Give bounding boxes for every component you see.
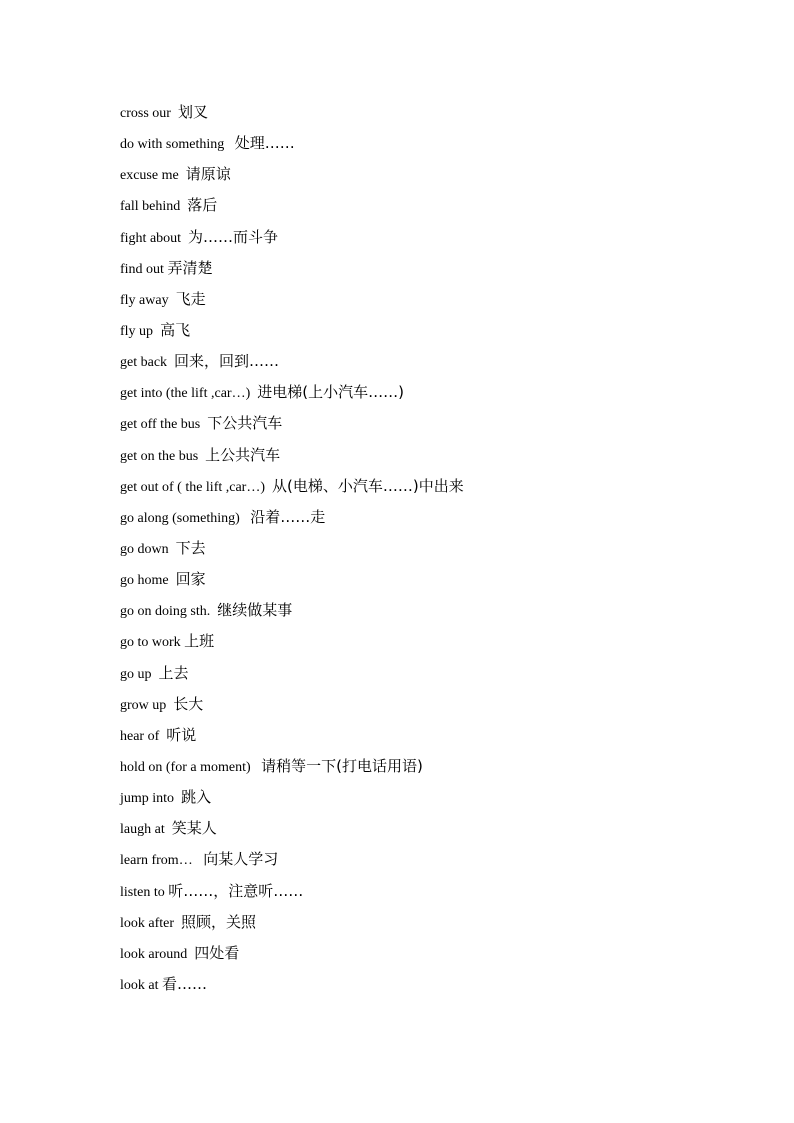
phrase-english: get into (the lift ,car…) — [120, 386, 251, 402]
phrase-item — [120, 444, 464, 475]
phrase-english: look after — [120, 915, 175, 931]
phrase-chinese: 向某人学习 — [203, 850, 279, 869]
phrase-chinese: 继续做某事 — [217, 601, 293, 620]
phrase-item — [120, 973, 464, 1004]
phrase-chinese: 看…… — [162, 974, 208, 993]
phrase-english: fly away — [120, 292, 169, 308]
phrase-english: listen to — [120, 884, 165, 900]
phrase-chinese: 请稍等一下(打电话用语) — [261, 756, 423, 775]
phrase-english: hear of — [120, 728, 160, 744]
phrase-item — [120, 101, 464, 132]
phrase-chinese: 沿着……走 — [250, 507, 326, 526]
phrase-chinese: 进电梯(上小汽车……) — [257, 383, 404, 402]
phrase-item — [120, 848, 464, 879]
phrase-english: get out of ( the lift ,car…) — [120, 479, 266, 495]
phrase-chinese: 弄清楚 — [167, 258, 213, 277]
phrase-chinese: 听……，注意听…… — [168, 881, 304, 900]
phrase-item — [120, 630, 464, 661]
phrase-chinese: 回家 — [175, 570, 206, 589]
phrase-item — [120, 880, 464, 911]
phrase-item — [120, 163, 464, 194]
phrase-chinese: 照顾，关照 — [181, 912, 257, 931]
phrase-item — [120, 537, 464, 568]
phrase-item — [120, 911, 464, 942]
phrase-item — [120, 288, 464, 319]
phrase-english: go down — [120, 541, 169, 557]
phrase-item — [120, 412, 464, 443]
phrase-english: cross our — [120, 106, 171, 121]
phrase-item — [120, 381, 464, 412]
phrase-item — [120, 194, 464, 225]
phrase-english: jump into — [120, 791, 175, 807]
phrase-english: find out — [120, 261, 164, 277]
phrase-item — [120, 817, 464, 848]
phrase-chinese: 上班 — [184, 632, 215, 651]
phrase-english: go along (something) — [120, 510, 240, 526]
phrase-chinese: 为……而斗争 — [188, 227, 279, 246]
phrase-english: go on doing sth. — [120, 604, 211, 620]
phrase-item — [120, 475, 464, 506]
phrase-item — [120, 724, 464, 755]
phrase-item — [120, 755, 464, 786]
phrase-english: fall behind — [120, 199, 181, 215]
phrase-item — [120, 786, 464, 817]
phrase-chinese: 笑某人 — [171, 819, 217, 838]
phrase-english: go home — [120, 573, 169, 589]
phrase-chinese: 高飞 — [160, 320, 191, 339]
phrase-item — [120, 226, 464, 257]
phrase-item — [120, 506, 464, 537]
phrase-item — [120, 350, 464, 381]
phrase-chinese: 四处看 — [194, 943, 240, 962]
phrase-english: get off the bus — [120, 417, 201, 433]
phrase-english: learn from… — [120, 853, 193, 869]
phrase-chinese: 上公共汽车 — [205, 445, 281, 464]
phrase-item — [120, 693, 464, 724]
phrase-chinese: 请原谅 — [185, 165, 231, 184]
phrase-english: fly up — [120, 323, 154, 339]
phrase-english: laugh at — [120, 822, 165, 838]
phrase-chinese: 落后 — [187, 196, 218, 215]
phrase-item — [120, 662, 464, 693]
phrase-english: do with something — [120, 137, 225, 153]
phrase-english: hold on (for a moment) — [120, 759, 251, 775]
phrase-english: get back — [120, 355, 168, 371]
phrase-english: grow up — [120, 697, 167, 713]
phrase-item — [120, 257, 464, 288]
phrase-english: fight about — [120, 230, 182, 246]
phrase-chinese: 回来，回到…… — [174, 352, 280, 371]
phrase-english: go to work — [120, 635, 181, 651]
phrase-item — [120, 319, 464, 350]
phrase-chinese: 长大 — [173, 694, 204, 713]
phrase-item — [120, 599, 464, 630]
phrase-list — [120, 101, 464, 1004]
phrase-chinese: 跳入 — [181, 788, 212, 807]
phrase-chinese: 下公共汽车 — [207, 414, 283, 433]
phrase-item — [120, 132, 464, 163]
phrase-item — [120, 942, 464, 973]
phrase-item — [120, 568, 464, 599]
phrase-chinese: 处理…… — [234, 134, 295, 153]
phrase-english: look at — [120, 977, 159, 993]
phrase-chinese: 听说 — [166, 725, 197, 744]
phrase-chinese: 上去 — [158, 663, 189, 682]
phrase-chinese: 从(电梯、小汽车……)中出来 — [272, 476, 464, 495]
phrase-chinese: 下去 — [175, 538, 206, 557]
phrase-english: excuse me — [120, 168, 179, 184]
phrase-english: look around — [120, 946, 188, 962]
phrase-english: get on the bus — [120, 448, 199, 464]
phrase-english: go up — [120, 666, 152, 682]
phrase-chinese: 飞走 — [175, 289, 206, 308]
phrase-chinese: 划叉 — [177, 103, 208, 121]
